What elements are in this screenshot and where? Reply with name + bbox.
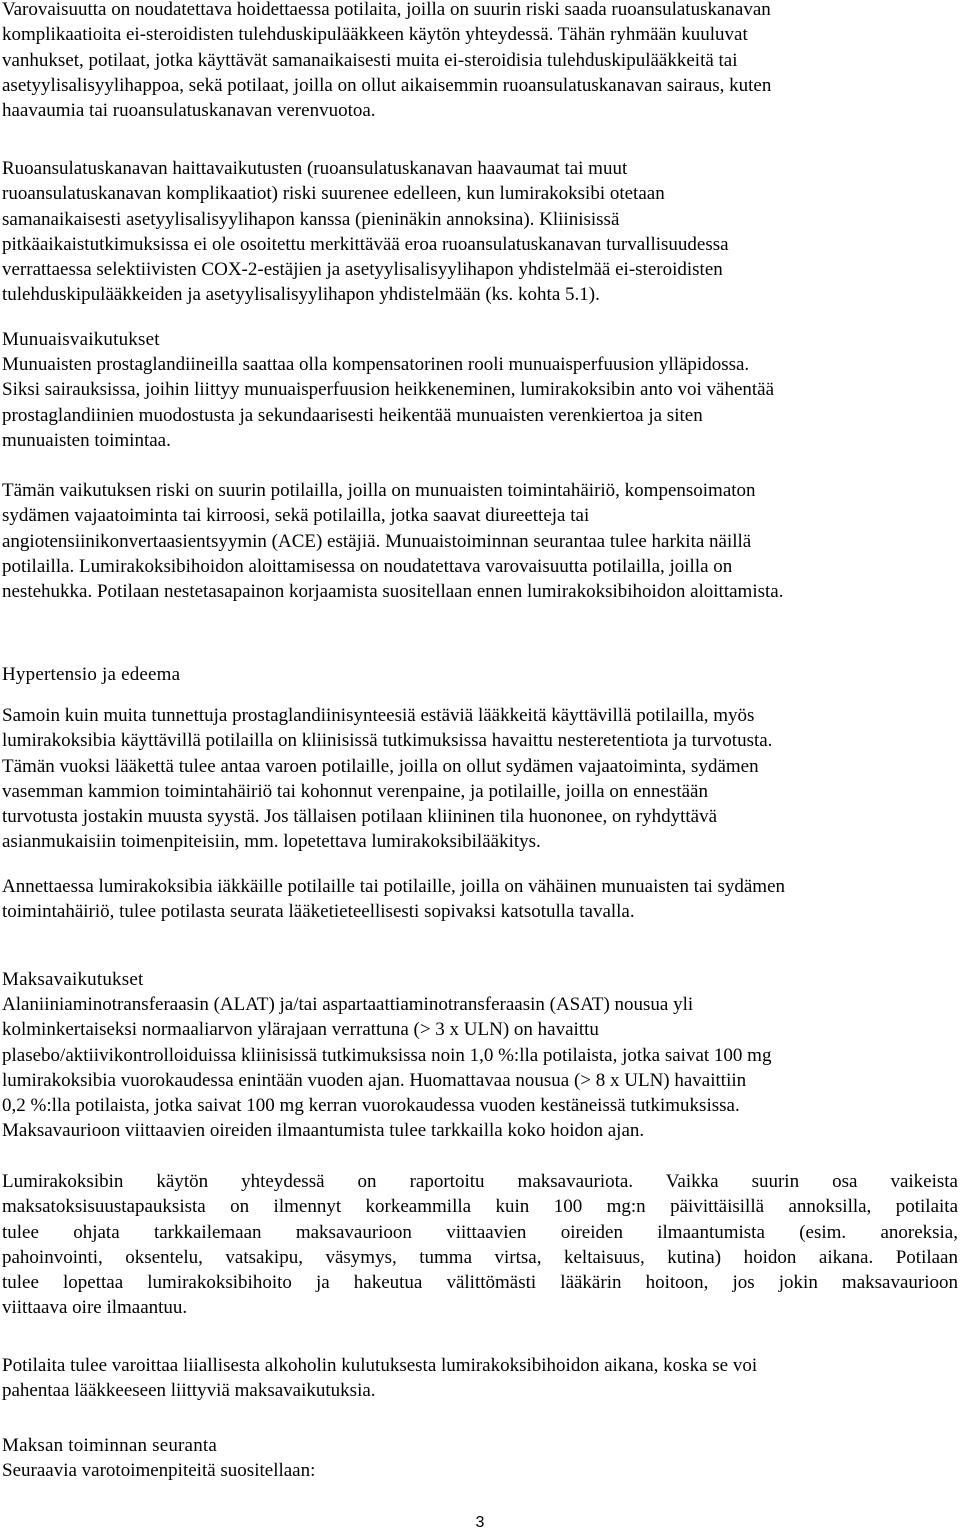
page-number: 3	[475, 1514, 485, 1531]
section-heading-hepatic-effects: Maksavaikutukset	[2, 969, 144, 990]
text-line: pitkäaikaistutkimuksissa ei ole osoitettu merkittävää eroa ruoansulatuskanavan turvallisuudessa	[2, 233, 729, 255]
text-line: maksatoksisuustapauksista on ilmennyt korkeammilla kuin 100 mg:n päivittäisillä annoksilla, potilaita	[2, 1196, 958, 1218]
text-line: Potilaita tulee varoittaa liiallisesta alkoholin kulutuksesta lumirakoksibihoidon aikana, koska se voi	[2, 1355, 758, 1376]
text-line: Munuaisten prostaglandiineilla saattaa olla kompensatorinen rooli munuaisperfuusion ylläpidossa.	[2, 354, 750, 375]
text-line: sydämen vajaatoiminta tai kirroosi, sekä potilailla, jotka saavat diureetteja tai	[2, 505, 590, 527]
text-line: Maksavaurioon viittaavien oireiden ilmaantumista tulee tarkkailla koko hoidon ajan.	[2, 1120, 645, 1142]
paragraph-liver-damage	[2, 1169, 958, 1321]
text-line: Ruoansulatuskanavan haittavaikutusten (ruoansulatuskanavan haavaumat tai muut	[2, 158, 628, 179]
text-line: Annettaessa lumirakoksibia iäkkäille potilaille tai potilaille, joilla on vähäinen munuaisten tai sydämen	[2, 876, 786, 897]
text-line: Tämän vuoksi lääkettä tulee antaa varoen potilaille, joilla on ollut sydämen vajaatoiminta, sydämen	[2, 755, 759, 777]
paragraph-elderly-monitoring	[2, 874, 958, 925]
section-heading-hypertension-edema: Hypertensio ja edeema	[2, 664, 181, 685]
paragraph-renal-risk	[2, 478, 958, 604]
text-line: Seuraavia varotoimenpiteitä suositellaan:	[2, 1460, 316, 1481]
text-line: verrattaessa selektiivisten COX-2-estäjien ja asetyylisalisyylihapon yhdistelmää ei-steroidisten	[2, 259, 723, 281]
paragraph-renal-effects	[2, 352, 958, 453]
text-line: vasemman kammion toimintahäiriö tai kohonnut verenpaine, ja potilaille, joilla on ennestään	[2, 780, 708, 802]
text-line: tulee ohjata tarkkailemaan maksavaurioon viittaavien oireiden ilmaantumista (esim. anoreksia,	[2, 1221, 958, 1243]
text-line: kolminkertaiseksi normaaliarvon ylärajaan verrattuna (> 3 x ULN) on havaittu	[2, 1019, 599, 1041]
text-line: haavaumia tai ruoansulatuskanavan verenvuotoa.	[2, 100, 376, 122]
text-line: angiotensiinikonvertaasientsyymin (ACE) estäjiä. Munuaistoiminnan seurantaa tulee harkita näillä	[2, 530, 752, 552]
text-line: munuaisten toimintaa.	[2, 429, 171, 451]
text-line: prostaglandiinien muodostusta ja sekundaarisesti heikentää munuaisten verenkiertoa ja siten	[2, 404, 703, 426]
section-heading-liver-monitoring: Maksan toiminnan seuranta	[2, 1435, 218, 1456]
paragraph-liver-enzymes	[2, 992, 958, 1144]
text-line: potilailla. Lumirakoksibihoidon aloittamisessa on noudatettava varovaisuutta potilailla, joilla on	[2, 555, 733, 577]
text-line: pahoinvointi, oksentelu, vatsakipu, väsymys, tumma virtsa, keltaisuus, kutina) hoidon aikana. Potilaan	[2, 1246, 958, 1268]
text-line: asianmukaisiin toimenpiteisiin, mm. lopetettava lumirakoksibilääkitys.	[2, 831, 541, 853]
text-line: Samoin kuin muita tunnettuja prostaglandiinisynteesiä estäviä lääkkeitä käyttävillä potilailla, myös	[2, 705, 755, 726]
text-line: asetyylisalisyylihappoa, sekä potilaat, joilla on ollut aikaisemmin ruoansulatuskanavan sairaus, kuten	[2, 74, 772, 96]
paragraph-precautions-intro	[2, 1458, 958, 1483]
section-heading-renal-effects: Munuaisvaikutukset	[2, 329, 160, 350]
text-line: komplikaatioita ei-steroidisten tulehduskipulääkkeen käytön yhteydessä. Tähän ryhmään kuuluvat	[2, 24, 748, 46]
text-line: plasebo/aktiivikontrolloiduissa kliinisissä tutkimuksissa noin 1,0 %:lla potilaista, jotka saivat 100 mg	[2, 1044, 772, 1066]
text-line: Lumirakoksibin käytön yhteydessä on raportoitu maksavauriota. Vaikka suurin osa vaikeista	[2, 1171, 958, 1192]
text-line: turvotusta jostakin muusta syystä. Jos tällaisen potilaan kliininen tila huononee, on ryhdyttävä	[2, 806, 718, 828]
paragraph-fluid-retention	[2, 703, 958, 855]
text-line: tulee lopettaa lumirakoksibihoito ja hakeutua välittömästi lääkärin hoitoon, jos jokin maksavaurioon	[2, 1272, 958, 1294]
text-line: lumirakoksibia käyttävillä potilailla on kliinisissä tutkimuksissa havaittu nesteretentiota ja turvotusta.	[2, 730, 773, 752]
text-line: 0,2 %:lla potilaista, jotka saivat 100 mg kerran vuorokaudessa vuoden kestäneissä tutkimuksissa.	[2, 1095, 740, 1117]
text-line: viittaava oire ilmaantuu.	[2, 1297, 188, 1319]
text-line: lumirakoksibia vuorokaudessa enintään vuoden ajan. Huomattavaa nousua (> 8 x ULN) havaittiin	[2, 1069, 747, 1091]
text-line: nestehukka. Potilaan nestetasapainon korjaamista suositellaan ennen lumirakoksibihoidon aloittamista.	[2, 581, 784, 603]
text-line: Alaniiniaminotransferaasin (ALAT) ja/tai aspartaattiaminotransferaasin (ASAT) nousua yli	[2, 994, 694, 1015]
text-line: pahentaa lääkkeeseen liittyviä maksavaikutuksia.	[2, 1380, 376, 1402]
text-line: samanaikaisesti asetyylisalisyylihapon kanssa (pieninäkin annoksina). Kliinisissä	[2, 208, 620, 230]
text-line: vanhukset, potilaat, jotka käyttävät samanaikaisesti muita ei-steroidisia tulehduskipulääkkeitä tai	[2, 49, 738, 71]
text-line: toimintahäiriö, tulee potilasta seurata lääketieteellisesti sopivaksi katsotulla tavalla.	[2, 901, 635, 923]
text-line: Tämän vaikutuksen riski on suurin potilailla, joilla on munuaisten toimintahäiriö, kompensoimaton	[2, 480, 756, 501]
text-line: Siksi sairauksissa, joihin liittyy munuaisperfuusion heikkeneminen, lumirakoksibin anto voi vähentää	[2, 379, 775, 401]
text-line: tulehduskipulääkkeiden ja asetyylisalisyylihapon yhdistelmään (ks. kohta 5.1).	[2, 284, 600, 306]
text-line: ruoansulatuskanavan komplikaatiot) riski suurenee edelleen, kun lumirakoksibi otetaan	[2, 183, 665, 205]
paragraph-gi-risk-groups	[2, 0, 958, 123]
paragraph-alcohol-warning	[2, 1353, 958, 1404]
paragraph-gi-adverse-effects	[2, 156, 958, 308]
text-line: Varovaisuutta on noudatettava hoidettaessa potilaita, joilla on suurin riski saada ruoansulatuskanavan	[2, 0, 771, 20]
